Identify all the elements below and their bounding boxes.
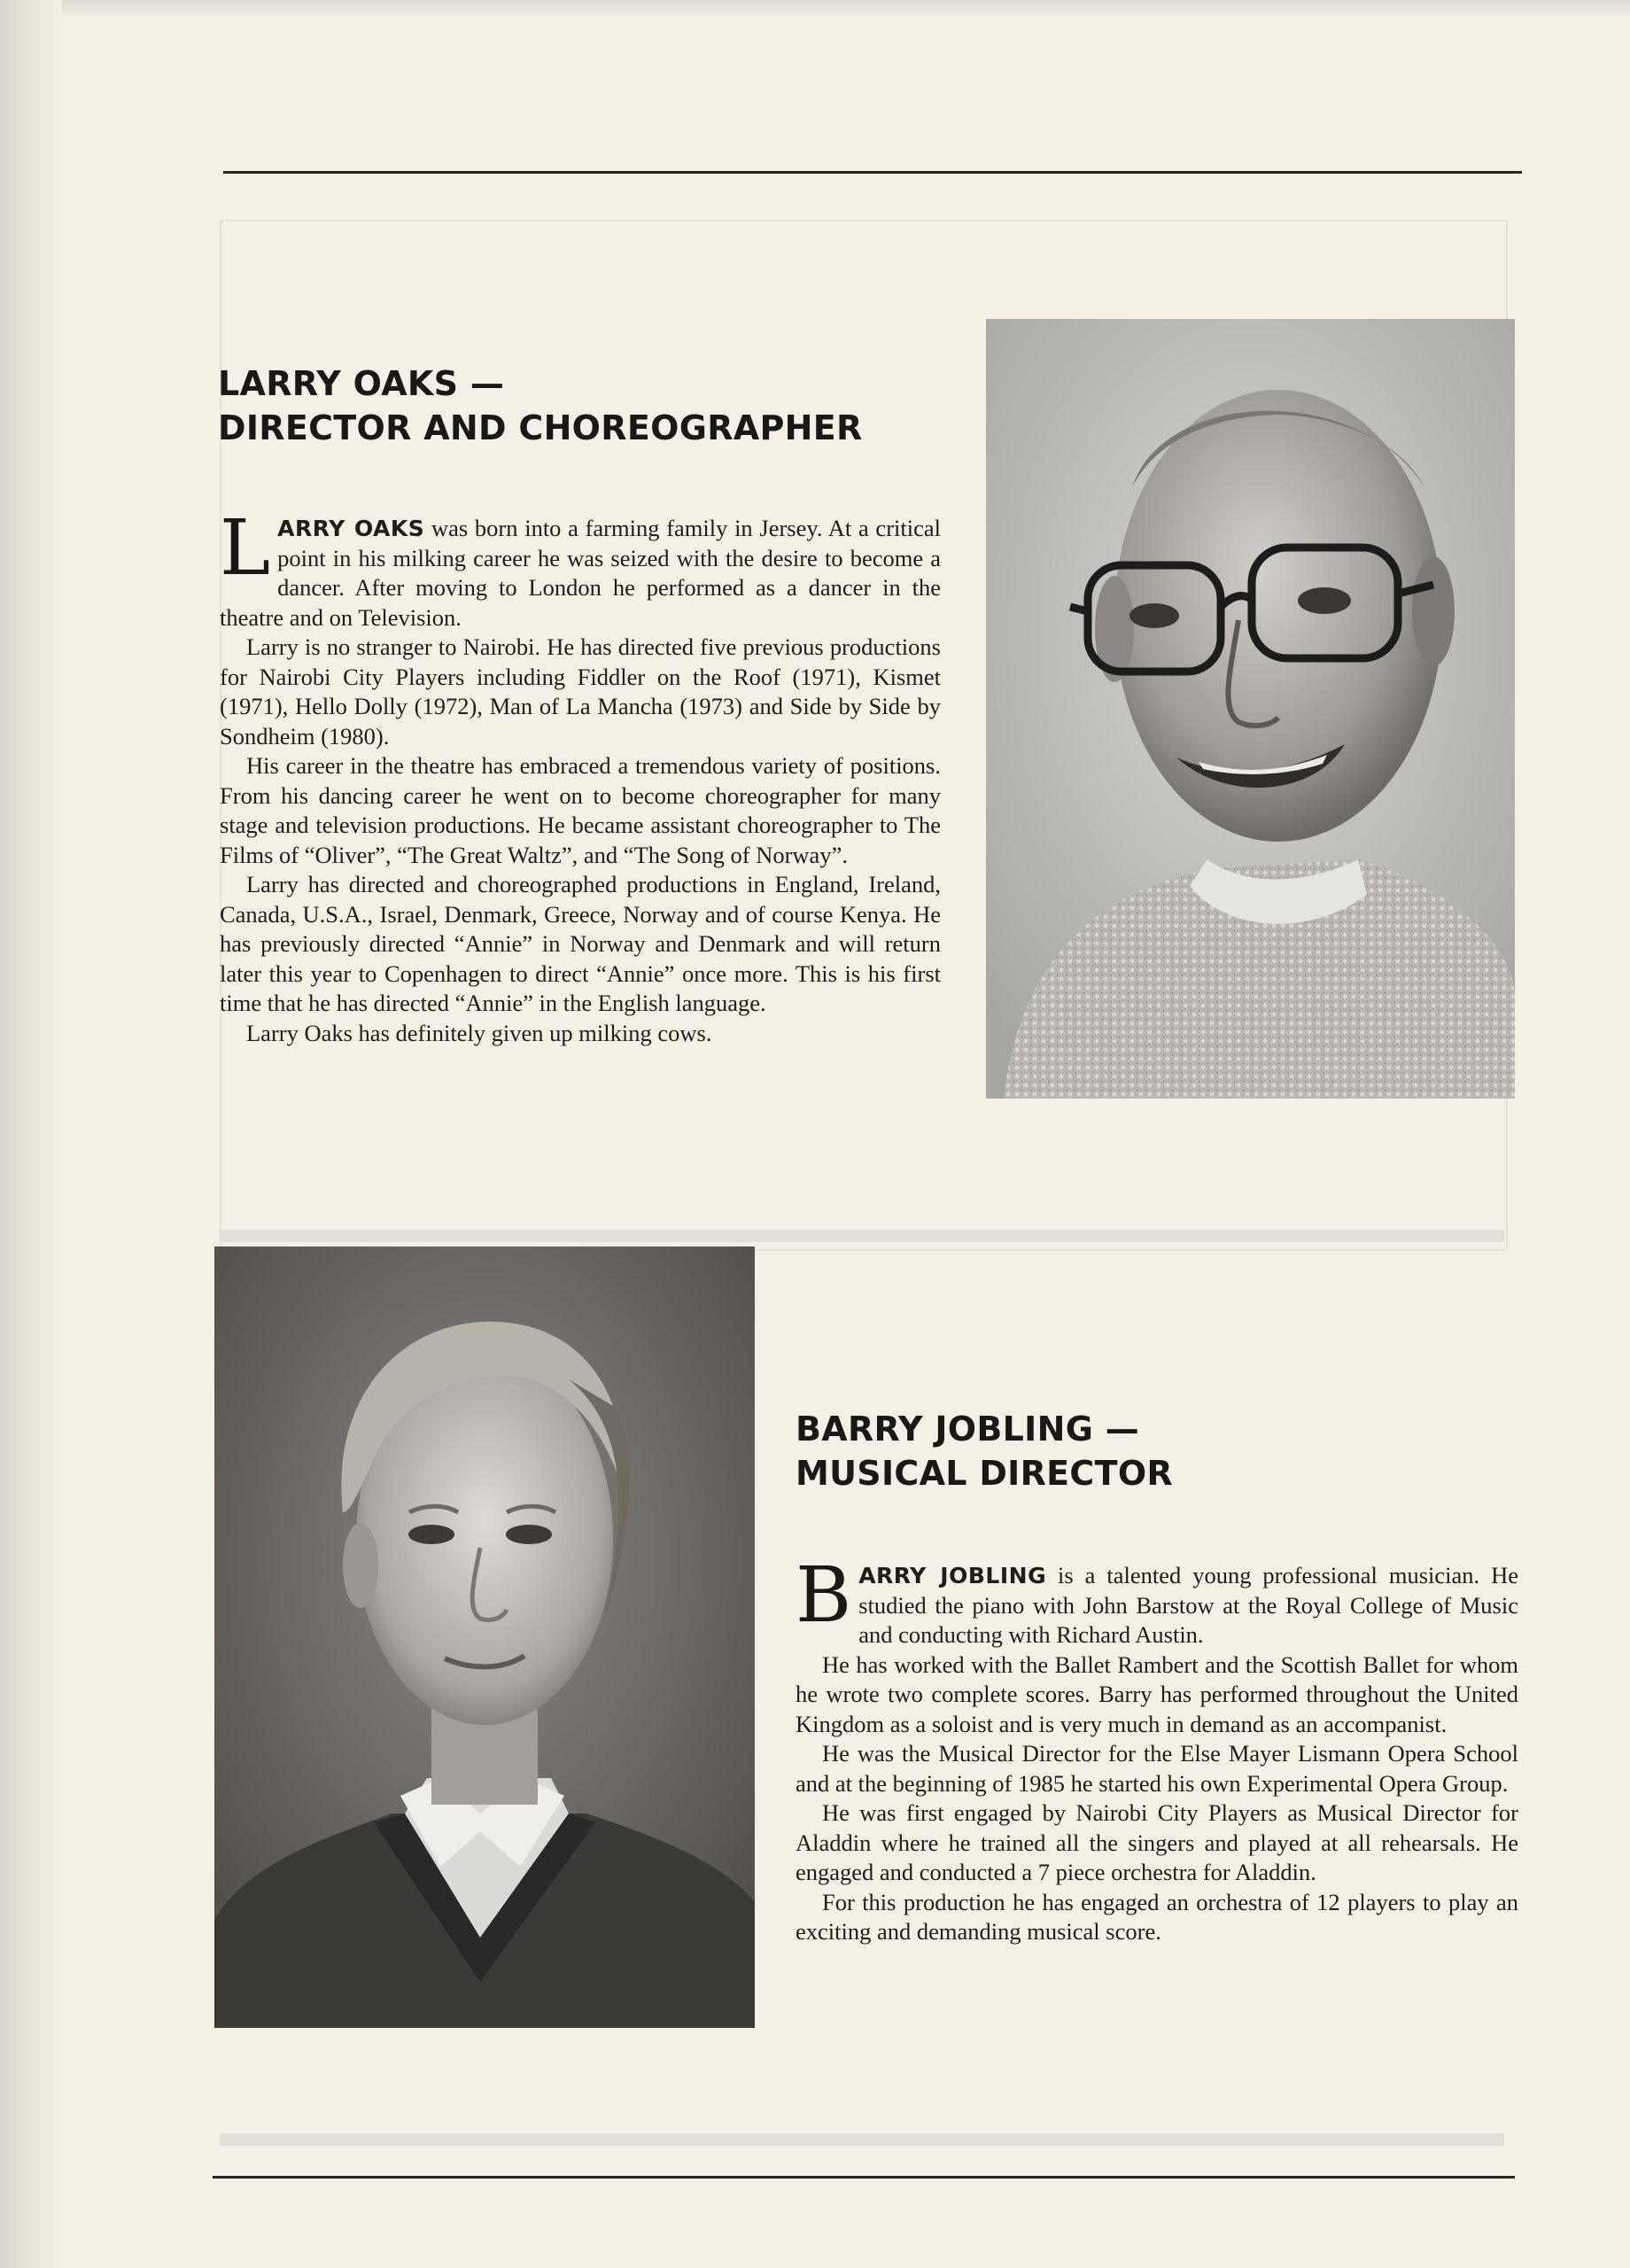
bio-text: is a talented young professional musician. He studied the piano with John Barstow at the Royal College of Music and conducting with Richard Austin.	[858, 1562, 1518, 1648]
portrait-illustration	[214, 1247, 755, 2028]
bio-paragraph: Larry is no stranger to Nairobi. He has directed five previous productions for Nairobi City Players including Fiddler on the Roof (1971), Kismet (1971), Hello Dolly (1972), Man of La Mancha (1973) and Side by Side by Sondheim (1980).	[220, 633, 941, 750]
heading-line: LARRY OAKS —	[218, 364, 505, 403]
barry-jobling-photo	[214, 1247, 755, 2028]
lead-name: ARRY OAKS	[277, 516, 425, 541]
bio-paragraph	[796, 1551, 1518, 1651]
drop-cap: L	[220, 504, 271, 593]
bio-paragraph	[220, 504, 941, 633]
bio-text: was born into a farming family in Jersey. At a critical point in his milking career he was seized with the desire to become a dancer. After moving to London he performed as a dancer in the theatre and on Television.	[220, 515, 941, 631]
larry-oaks-heading	[218, 361, 863, 450]
bio-paragraph: His career in the theatre has embraced a tremendous variety of positions. From his dancing career he went on to become choreographer for many stage and television productions. He became assistant choreographer to The Films of “Oliver”, “The Great Waltz”, and “The Song of Norway”.	[220, 752, 941, 868]
bio-paragraph: He has worked with the Ballet Rambert and the Scottish Ballet for whom he wrote two complete scores. Barry has performed throughout the United Kingdom as a soloist and is very much in demand as an accompanist.	[796, 1651, 1518, 1737]
show-through-band	[220, 2133, 1504, 2146]
bio-paragraph: He was first engaged by Nairobi City Players as Musical Director for Aladdin where he trained all the singers and played at all rehearsals. He engaged and conducted a 7 piece orchestra for Aladdin.	[796, 1799, 1518, 1885]
lead-name: ARRY JOBLING	[858, 1563, 1047, 1588]
bottom-rule	[213, 2176, 1515, 2179]
heading-line: MUSICAL DIRECTOR	[796, 1454, 1173, 1493]
binding-gutter	[0, 0, 62, 2268]
heading-line: BARRY JOBLING —	[796, 1410, 1140, 1449]
top-rule	[223, 171, 1522, 174]
barry-jobling-bio	[796, 1551, 1518, 1947]
drop-cap: B	[796, 1551, 852, 1640]
barry-jobling-heading	[796, 1407, 1173, 1495]
portrait-illustration	[986, 319, 1515, 1099]
heading-line: DIRECTOR AND CHOREOGRAPHER	[218, 408, 863, 447]
larry-oaks-photo	[986, 319, 1515, 1099]
bio-paragraph: For this production he has engaged an orchestra of 12 players to play an exciting and demanding musical score.	[796, 1888, 1518, 1945]
page-top-edge	[0, 0, 1630, 19]
bio-paragraph: Larry Oaks has definitely given up milking cows.	[246, 1019, 712, 1046]
bio-paragraph: He was the Musical Director for the Else Mayer Lismann Opera School and at the beginning of 1985 he started his own Experimental Opera Group.	[796, 1740, 1518, 1797]
show-through-band	[220, 1230, 1504, 1242]
bio-paragraph: Larry has directed and choreographed productions in England, Ireland, Canada, U.S.A., Israel, Denmark, Greece, Norway and of course Kenya. He has previously directed “Annie” in Norway and Denmark and will return later this year to Copenhagen to direct “Annie” once more. This is his first time that he has directed “Annie” in the English language.	[220, 871, 941, 1016]
larry-oaks-bio	[220, 504, 941, 1048]
